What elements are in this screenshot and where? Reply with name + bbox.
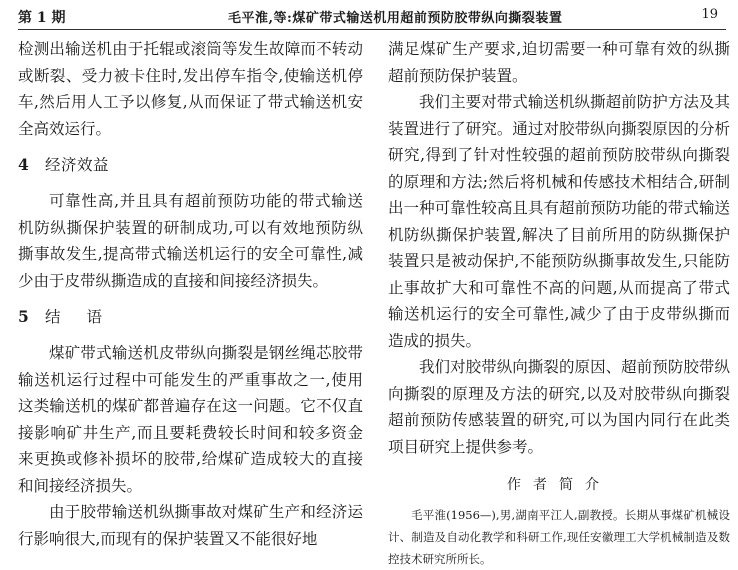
section-number: 5	[18, 307, 29, 326]
paragraph: 我们主要对带式输送机纵撕超前防护方法及其装置进行了研究。通过对胶带纵向撕裂原因的分析研究,得到了针对性较强的超前预防胶带纵向撕裂的原理和方法;然后将机械和传感技术相结合,研制出一种可靠性较高且具有超前预防功能的带式输送机防纵撕保护装置,解决了目前所用的防纵撕保护装置只是被动保护,不能预防纵撕事故发生,只能防止事故扩大和可靠性不高的问题,从而提高了带式输送机运行的安全可靠性,减少了由于皮带纵撕而造成的损失。	[388, 93, 730, 350]
paragraph: 满足煤矿生产要求,迫切需要一种可靠有效的纵撕超前预防保护装置。	[388, 40, 730, 85]
section-title: 经济效益	[44, 156, 109, 174]
section-heading-4	[18, 152, 363, 178]
author-bio-text: 毛平淮(1956—),男,湖南平江人,副教授。长期从事煤矿机械设计、制造及自动化教学和科研工作,现任安徽理工大学机械制造及数控技术研究所所长。	[388, 508, 730, 566]
page-number: 19	[701, 7, 718, 22]
section-heading-5	[18, 304, 363, 330]
left-column	[18, 36, 363, 552]
author-bio-heading: 作者简介	[507, 477, 611, 493]
right-column	[388, 36, 730, 570]
paragraph: 可靠性高,并且具有超前预防功能的带式输送机防纵撕保护装置的研制成功,可以有效地预防纵撕事故发生,提高带式输送机运行的安全可靠性,减少由于皮带纵撕造成的直接和间接经济损失。	[18, 192, 363, 290]
running-header	[18, 0, 726, 30]
issue-number: 第 1 期	[18, 10, 66, 26]
paragraph: 检测出输送机由于托辊或滚筒等发生故障而不转动或断裂、受力被卡住时,发出停车指令,使输送机停车,然后用人工予以修复,从而保证了带式输送机安全高效运行。	[18, 40, 363, 138]
running-title: 毛平淮,等:煤矿带式输送机用超前预防胶带纵向撕裂装置	[228, 11, 563, 26]
paragraph: 由于胶带输送机纵撕事故对煤矿生产和经济运行影响很大,而现有的保护装置又不能很好地	[18, 503, 363, 548]
header-rule	[18, 29, 726, 30]
section-number: 4	[18, 155, 29, 174]
paragraph: 煤矿带式输送机皮带纵向撕裂是钢丝绳芯胶带输送机运行过程中可能发生的严重事故之一,使用这类输送机的煤矿都普遍存在这一问题。它不仅直接影响矿井生产,而且要耗费较长时间和较多资金来更换或修补损坏的胶带,给煤矿造成较大的直接和间接经济损失。	[18, 344, 363, 495]
paragraph: 我们对胶带纵向撕裂的原因、超前预防胶带纵向撕裂的原理及方法的研究,以及对胶带纵向撕裂超前预防传感装置的研究,可以为国内同行在此类项目研究上提供参考。	[388, 358, 730, 456]
section-title: 结语	[44, 308, 128, 326]
